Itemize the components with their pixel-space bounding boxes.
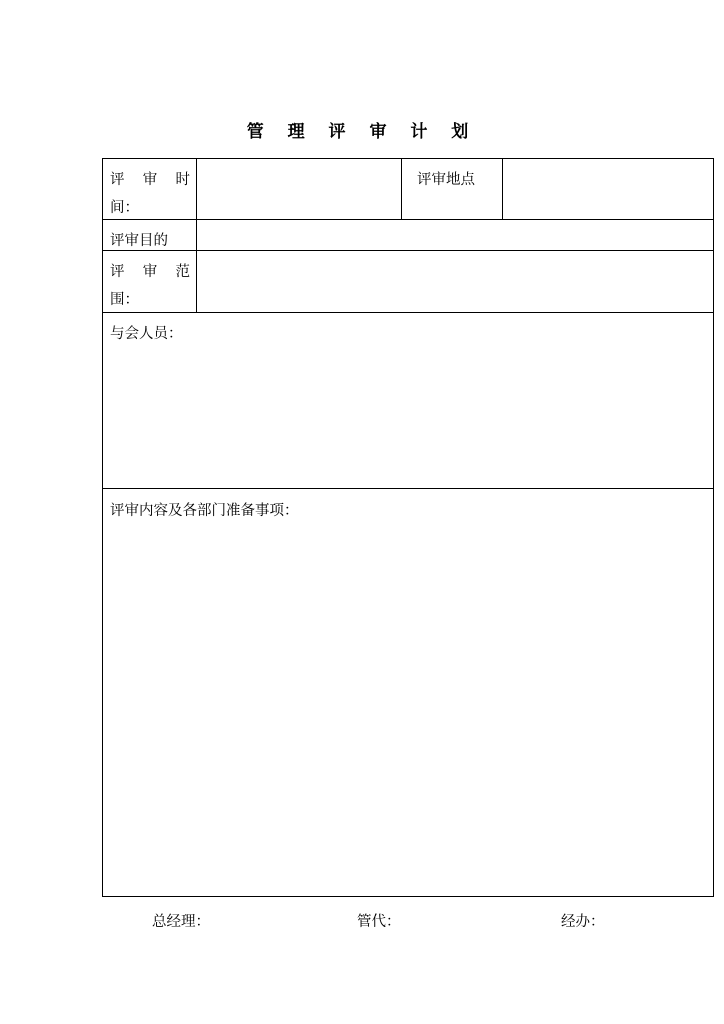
attendees-label: 与会人员： xyxy=(110,326,183,342)
row-divider xyxy=(102,312,714,313)
review-content-field[interactable] xyxy=(110,527,706,889)
handler-signature-label: 经办： xyxy=(561,914,605,930)
page-title: 管 理 评 审 计 划 xyxy=(246,122,478,142)
review-plan-table xyxy=(102,158,714,898)
location-label-divider xyxy=(401,158,402,220)
review-location-field[interactable] xyxy=(504,159,712,219)
review-scope-label: 评 审 范 围： xyxy=(110,264,190,308)
attendees-field[interactable] xyxy=(110,350,706,482)
row-divider xyxy=(102,219,714,220)
location-value-divider xyxy=(502,158,503,220)
review-time-field[interactable] xyxy=(198,159,401,219)
management-rep-signature-label: 管代： xyxy=(357,914,401,930)
table-border-left xyxy=(102,158,103,897)
row-divider xyxy=(102,488,714,489)
review-location-label: 评审地点 xyxy=(417,172,475,188)
table-border-right xyxy=(713,158,714,897)
review-scope-field[interactable] xyxy=(198,252,712,312)
review-content-label: 评审内容及各部门准备事项： xyxy=(110,503,299,519)
review-time-label: 评 审 时 间： xyxy=(110,172,190,216)
review-purpose-label: 评审目的 xyxy=(110,233,168,249)
row-divider xyxy=(102,250,714,251)
review-purpose-field[interactable] xyxy=(198,221,712,250)
general-manager-signature-label: 总经理： xyxy=(152,914,210,930)
table-border-bottom xyxy=(102,896,714,897)
label-column-divider xyxy=(196,158,197,313)
